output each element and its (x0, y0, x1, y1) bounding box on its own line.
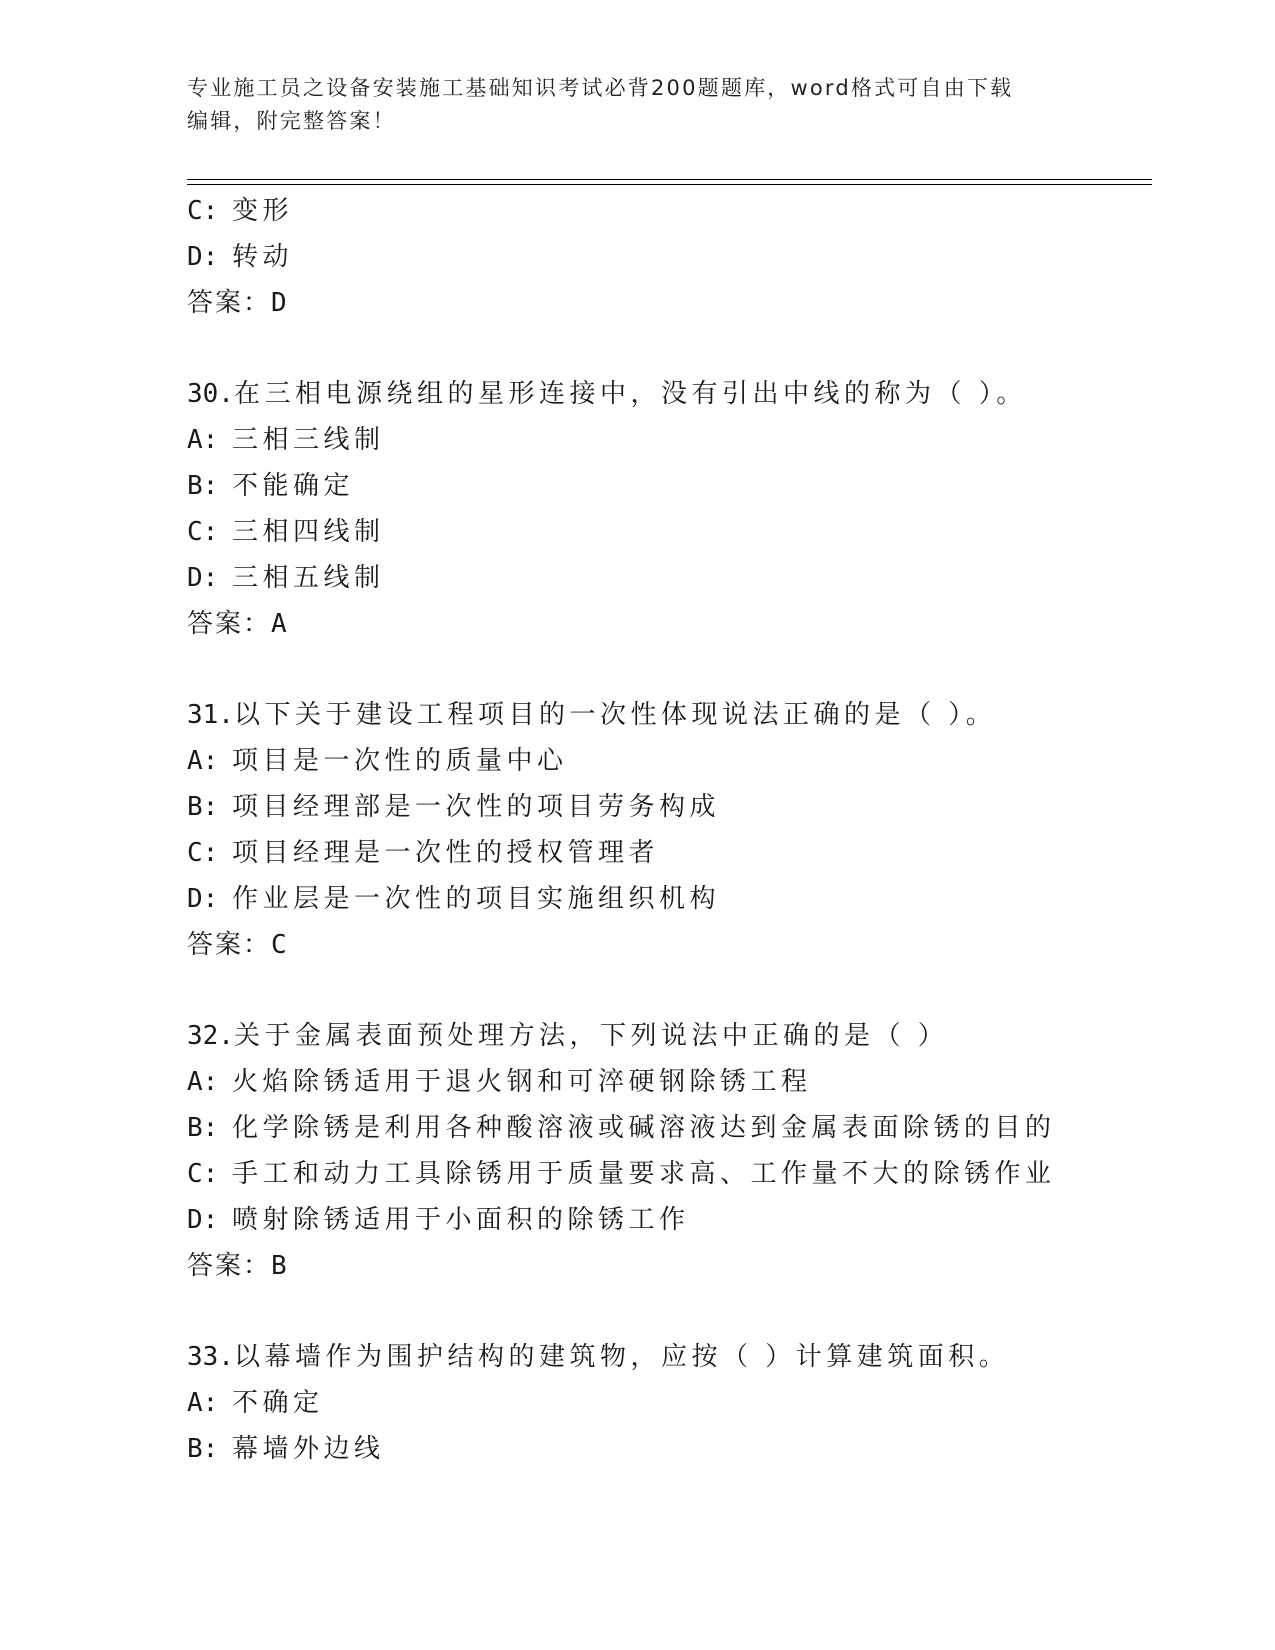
answer-line (187, 280, 1147, 326)
header-title-line2: 编辑，附完整答案！ (187, 109, 396, 133)
question-number: 33. (187, 1342, 234, 1372)
header-divider-bottom (187, 184, 1152, 185)
option-prefix: D: (187, 884, 219, 914)
option-prefix: C: (187, 1159, 219, 1189)
option-c (187, 188, 1147, 234)
question-stem (187, 371, 1147, 417)
option-text: 项目是一次性的质量中心 (232, 746, 568, 776)
option-text: 喷射除锈适用于小面积的除锈工作 (232, 1205, 690, 1235)
page-header (187, 72, 1067, 138)
option-prefix: C: (187, 838, 219, 868)
question-text: 以幕墙作为围护结构的建筑物，应按（ ）计算建筑面积。 (233, 1342, 1010, 1372)
header-divider-top (187, 179, 1152, 180)
option-c (187, 830, 1147, 876)
option-b (187, 1105, 1147, 1151)
question-number: 31. (187, 700, 234, 730)
option-d (187, 1197, 1147, 1243)
answer-label: 答案： (187, 1251, 272, 1281)
answer-value: C (271, 930, 287, 960)
option-prefix: D: (187, 563, 219, 593)
option-text: 作业层是一次性的项目实施组织机构 (232, 884, 721, 914)
option-text: 项目经理部是一次性的项目劳务构成 (232, 792, 721, 822)
option-b (187, 463, 1147, 509)
option-d (187, 234, 1147, 280)
option-text: 三相四线制 (232, 517, 385, 547)
option-a (187, 1059, 1147, 1105)
answer-line (187, 601, 1147, 647)
question-stem (187, 1334, 1147, 1380)
header-title-line1: 专业施工员之设备安装施工基础知识考试必背200题题库，word格式可自由下载 (187, 76, 1014, 100)
answer-value: B (271, 1251, 287, 1281)
option-d (187, 876, 1147, 922)
option-d (187, 555, 1147, 601)
option-c (187, 1151, 1147, 1197)
option-prefix: A: (187, 1067, 219, 1097)
option-text: 化学除锈是利用各种酸溶液或碱溶液达到金属表面除锈的目的 (232, 1113, 1056, 1143)
option-text: 三相三线制 (232, 425, 385, 455)
answer-line (187, 922, 1147, 968)
option-text: 变形 (232, 196, 294, 226)
option-a (187, 1380, 1147, 1426)
option-text: 转动 (232, 242, 294, 272)
option-text: 幕墙外边线 (232, 1434, 385, 1464)
question-number: 32. (187, 1021, 234, 1051)
option-text: 不能确定 (232, 471, 355, 501)
option-b (187, 1426, 1147, 1472)
answer-label: 答案： (187, 288, 272, 318)
question-number: 30. (187, 379, 234, 409)
question-stem (187, 692, 1147, 738)
option-prefix: C: (187, 196, 219, 226)
option-prefix: A: (187, 1388, 219, 1418)
question-33 (187, 1334, 1147, 1472)
question-text: 以下关于建设工程项目的一次性体现说法正确的是（ ）。 (233, 700, 997, 730)
question-list (187, 188, 1147, 1472)
question-stem (187, 1013, 1147, 1059)
question-text: 在三相电源绕组的星形连接中，没有引出中线的称为（ ）。 (233, 379, 1027, 409)
question-text: 关于金属表面预处理方法，下列说法中正确的是（ ） (233, 1021, 949, 1051)
option-c (187, 509, 1147, 555)
option-text: 三相五线制 (232, 563, 385, 593)
option-prefix: A: (187, 746, 219, 776)
question-32 (187, 1013, 1147, 1289)
option-a (187, 417, 1147, 463)
answer-label: 答案： (187, 930, 272, 960)
answer-value: A (271, 609, 287, 639)
option-b (187, 784, 1147, 830)
option-text: 手工和动力工具除锈用于质量要求高、工作量不大的除锈作业 (232, 1159, 1056, 1189)
question-30 (187, 371, 1147, 647)
answer-label: 答案： (187, 609, 272, 639)
option-text: 火焰除锈适用于退火钢和可淬硬钢除锈工程 (232, 1067, 812, 1097)
question-29-continued (187, 188, 1147, 326)
option-prefix: D: (187, 1205, 219, 1235)
option-prefix: B: (187, 1434, 219, 1464)
option-prefix: A: (187, 425, 219, 455)
answer-value: D (271, 288, 287, 318)
option-prefix: B: (187, 792, 219, 822)
option-prefix: B: (187, 1113, 219, 1143)
option-prefix: D: (187, 242, 219, 272)
question-31 (187, 692, 1147, 968)
option-prefix: B: (187, 471, 219, 501)
option-a (187, 738, 1147, 784)
answer-line (187, 1243, 1147, 1289)
option-text: 项目经理是一次性的授权管理者 (232, 838, 660, 868)
option-text: 不确定 (232, 1388, 324, 1418)
option-prefix: C: (187, 517, 219, 547)
